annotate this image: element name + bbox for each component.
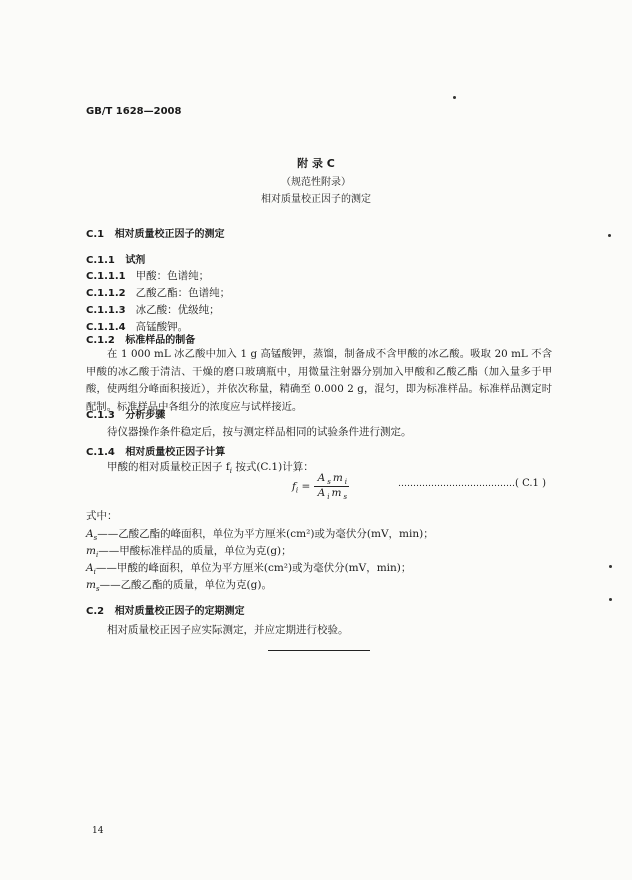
item-c111: C.1.1.1 甲酸：色谱纯； xyxy=(86,270,210,282)
formula-number: …………………………………( C.1 ) xyxy=(398,478,546,489)
scan-speck xyxy=(453,96,456,99)
item-c114: C.1.1.4 高锰酸钾。 xyxy=(86,321,189,333)
paragraph-c2: 相对质量校正因子应实际测定，并应定期进行校验。 xyxy=(107,624,349,636)
section-c2: C.2 相对质量校正因子的定期测定 xyxy=(86,606,245,617)
scan-speck xyxy=(609,598,612,601)
section-c12: C.1.2 标准样品的制备 xyxy=(86,335,196,346)
paragraph-c14: 甲酸的相对质量校正因子 $f_i$ 按式(C.1)计算： xyxy=(107,461,314,476)
where-item: $m_i——$甲酸标准样品的质量，单位为克(g)； xyxy=(86,545,292,560)
where-item: $A_s——$乙酸乙酯的峰面积，单位为平方厘米(cm²)或为毫伏分(mV，min)； xyxy=(86,528,434,543)
item-c113: C.1.1.3 冰乙酸：优级纯； xyxy=(86,304,220,316)
annex-title: 附 录 C xyxy=(297,157,335,170)
standard-number: GB/T 1628—2008 xyxy=(86,106,182,117)
annex-type: （规范性附录） xyxy=(281,177,351,188)
scan-speck xyxy=(609,565,612,568)
paragraph-c12: 在 1 000 mL 冰乙酸中加入 1 g 高锰酸钾，蒸馏，制备成不含甲酸的冰乙酸。吸取 20 mL 不含甲酸的冰乙酸于清洁、干燥的磨口玻璃瓶中，用微量注射器分别加入甲酸和乙酸乙酯（加入量多于甲酸，使两组分峰面积接近），并依次称量，精确至 0.000 2 g，混匀，即为标准样品。标准样品测定时配制。标准样品中各组分的浓度应与试样接近。 xyxy=(86,348,552,413)
page-number: 14 xyxy=(92,826,104,836)
paragraph-c13: 待仪器操作条件稳定后，按与测定样品相同的试验条件进行测定。 xyxy=(107,426,412,438)
section-c11: C.1.1 试剂 xyxy=(86,255,146,266)
where-title: 式中： xyxy=(86,510,118,522)
formula-c1: $f_i$ = $\frac{A _s m _i}{A _i m _s}$ xyxy=(292,472,348,502)
annex-subtitle: 相对质量校正因子的测定 xyxy=(261,194,371,205)
section-c1: C.1 相对质量校正因子的测定 xyxy=(86,229,225,240)
section-c13: C.1.3 分析步骤 xyxy=(86,410,166,421)
end-rule xyxy=(268,650,370,651)
scan-speck xyxy=(608,234,611,237)
where-item: $m_s——$乙酸乙酯的质量，单位为克(g)。 xyxy=(86,579,272,594)
item-c112: C.1.1.2 乙酸乙酯：色谱纯； xyxy=(86,287,231,299)
section-c14: C.1.4 相对质量校正因子计算 xyxy=(86,447,226,458)
where-item: $A_i——$甲酸的峰面积，单位为平方厘米(cm²)或为毫伏分(mV，min)； xyxy=(86,562,412,577)
